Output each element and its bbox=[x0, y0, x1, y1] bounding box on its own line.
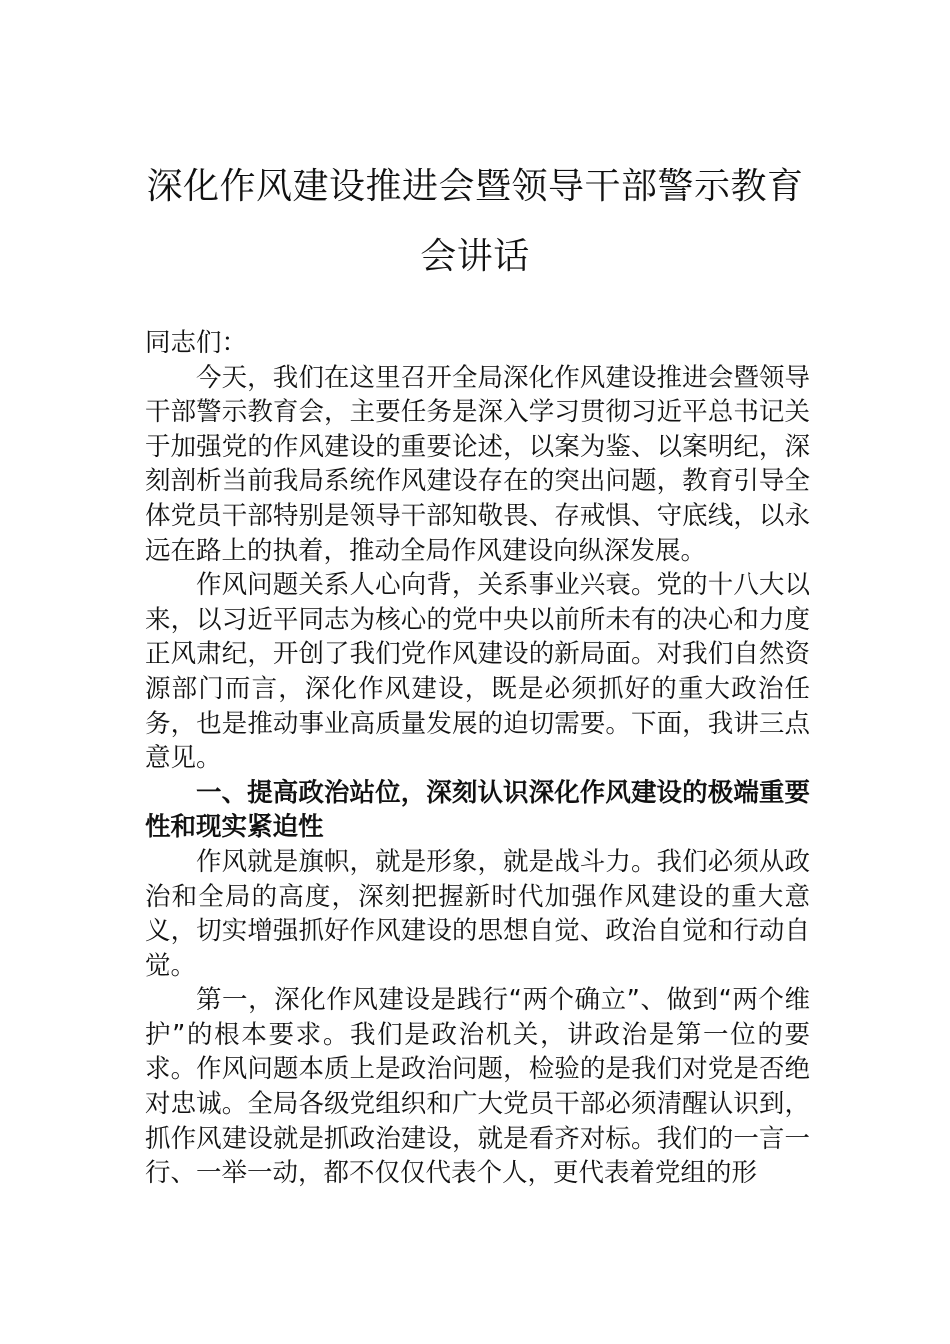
section-heading-1: 一、提高政治站位，深刻认识深化作风建设的极端重要性和现实紧迫性 bbox=[145, 777, 810, 843]
document-title-line-2: 会讲话 bbox=[420, 236, 530, 277]
paragraph-section-intro: 作风就是旗帜，就是形象，就是战斗力。我们必须从政治和全局的高度，深刻把握新时代加强作风建设的重大意义，切实增强抓好作风建设的思想自觉、政治自觉和行动自觉。 bbox=[145, 846, 810, 981]
paragraph-context: 作风问题关系人心向背，关系事业兴衰。党的十八大以来，以习近平同志为核心的党中央以前所未有的决心和力度正风肃纪，开创了我们党作风建设的新局面。对我们自然资源部门而言，深化作风建设，既是必须抓好的重大政治任务，也是推动事业高质量发展的迫切需要。下面，我讲三点意见。 bbox=[145, 570, 810, 774]
salutation: 同志们： bbox=[145, 328, 248, 358]
paragraph-point-1: 第一，深化作风建设是践行“两个确立”、做到“两个维护”的根本要求。我们是政治机关，讲政治是第一位的要求。作风问题本质上是政治问题，检验的是我们对党是否绝对忠诚。全局各级党组织和广大党员干部必须清醒认识到，抓作风建设就是抓政治建设，就是看齐对标。我们的一言一行、一举一动，都不仅仅代表个人，更代表着党组的形 bbox=[145, 985, 810, 1189]
document-title-line-1: 深化作风建设推进会暨领导干部警示教育 bbox=[146, 166, 804, 207]
document-body bbox=[145, 326, 810, 1191]
paragraph-opening: 今天，我们在这里召开全局深化作风建设推进会暨领导干部警示教育会，主要任务是深入学习贯彻习近平总书记关于加强党的作风建设的重要论述，以案为鉴、以案明纪，深刻剖析当前我局系统作风建设存在的突出问题，教育引导全体党员干部特别是领导干部知敬畏、存戒惧、守底线，以永远在路上的执着，推动全局作风建设向纵深发展。 bbox=[145, 362, 810, 566]
